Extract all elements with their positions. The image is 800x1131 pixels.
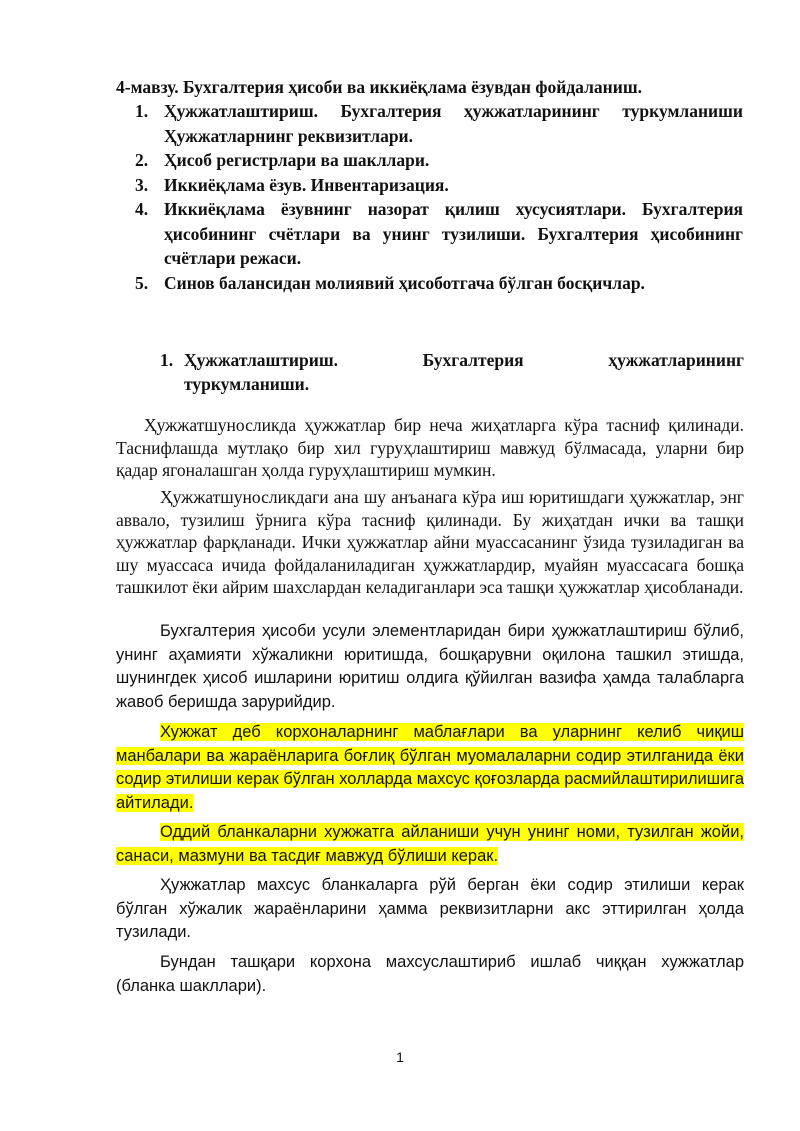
outline-item (135, 197, 743, 271)
outline-item-number: 1. (135, 101, 149, 121)
section-heading (160, 348, 744, 396)
body-paragraph: Ҳужжатшуносликдаги ана шу анъанага кўра иш юритишдаги ҳужжатлар, энг аввало, тузилиш ўрнига кўра тасниф қилинади. Бу жиҳатдан ички ва ташқи ҳужжатлар фарқланади. Ички ҳужжатлар айни муассасанинг ўзида тузиладиган ва шу муассаса ичида фойдаланиладиган ҳужжатлардир, муайян муассасага бошқа ташкилот ёки айрим шахслардан келадиганлари эса ташқи ҳужжатлар ҳисобланади. (116, 487, 744, 597)
highlighted-requirement-paragraph (116, 821, 744, 868)
highlighted-text: Хужжат деб корхоналарнинг маблағлари ва уларнинг келиб чиқиш манбалари ва жараёнларига боғлиқ бўлган муомалаларни содир этилганида ёки содир этилиши керак бўлган холларда махсус қоғозларда расмийлаштирилишига айтилади. (116, 723, 744, 812)
outline-item-text: Синов балансидан молиявий ҳисоботгача бўлган босқичлар. (164, 272, 645, 293)
section-heading-word: Ҳужжатлаштириш. (184, 350, 338, 370)
outline-item-text: Иккиёқлама ёзув. Инвентаризация. (164, 174, 449, 195)
outline-item-text: Иккиёқлама ёзувнинг назорат қилиш хусусиятлари. Бухгалтерия ҳисобининг счётлари ва унинг тузилиши. Бухгалтерия ҳисобининг счётлари режаси. (164, 199, 743, 268)
outline-item (135, 148, 743, 173)
outline-item-text: Ҳужжатлаштириш. Бухгалтерия ҳужжатларининг туркумланиши Ҳужжатларнинг реквизитлари. (164, 101, 743, 146)
highlighted-definition-paragraph (116, 721, 744, 815)
highlighted-text: Оддий бланкаларни хужжатга айланиши учун унинг номи, тузилган жойи, санаси, мазмуни ва тасдиғ мавжуд бўлиши керак. (116, 823, 744, 865)
outline-item (135, 99, 743, 148)
section-heading-line: туркумланиши. (184, 374, 310, 394)
section-heading-line (160, 348, 744, 372)
section-heading-word: ҳужжатларининг (608, 350, 744, 370)
outline-item (135, 271, 743, 296)
body-paragraph: Бухгалтерия ҳисоби усули элементларидан бири ҳужжатлаштириш бўлиб, унинг аҳамияти хўжаликни юритишда, бошқарувни оқилона ташкил этишда, шунингдек ҳисоб ишларини юритиш олдига қўйилган вазифа ҳамда талабларга жавоб беришда зарурийдир. (116, 622, 744, 711)
body-paragraph: Ҳужжатшуносликда ҳужжатлар бир неча жиҳатларга кўра тасниф қилинади. Таснифлашда мутлақо бир хил гуруҳлаштириш мавжуд бўлмасада, уларни бир қадар ягоналашган ҳолда гуруҳлаштириш мумкин. (116, 415, 744, 480)
lecture-title: 4-мавзу. Бухгалтерия ҳисоби ва иккиёқлама ёзувдан фойдаланиш. (116, 77, 642, 97)
topic-outline-list (135, 99, 743, 295)
outline-item-number: 5. (135, 272, 149, 293)
page-number: 1 (396, 1049, 404, 1065)
section-number: 1. (160, 350, 174, 370)
body-paragraph: Бундан ташқари корхона махсуслаштириб ишлаб чиққан хужжатлар (бланка шакллари). (116, 953, 744, 995)
outline-item (135, 173, 743, 198)
section-heading-word: Бухгалтерия (422, 350, 524, 370)
outline-item-number: 3. (135, 174, 149, 195)
outline-item-number: 2. (135, 150, 149, 170)
outline-item-number: 4. (135, 199, 149, 219)
body-paragraph: Ҳужжатлар махсус бланкаларга рўй берган ёки содир этилиши керак бўлган хўжалик жараёнларини ҳамма реквизитларни акс эттирилган ҳолда тузилади. (116, 876, 744, 941)
outline-item-text: Ҳисоб регистрлари ва шакллари. (164, 150, 430, 170)
